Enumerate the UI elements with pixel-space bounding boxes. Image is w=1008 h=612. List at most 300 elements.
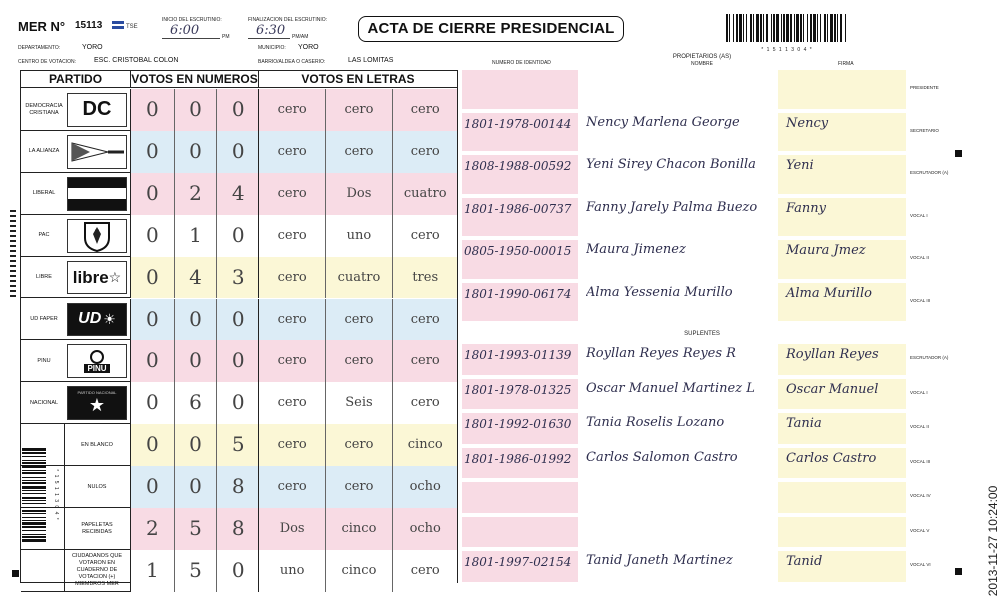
side-barcode-bar — [22, 482, 46, 484]
side-barcode-bar — [22, 500, 46, 501]
member-id-field[interactable] — [462, 448, 578, 479]
votes-word-cells — [258, 424, 457, 466]
vote-word[interactable]: cero — [392, 131, 458, 173]
votes-word-cells — [258, 382, 457, 424]
vote-word[interactable]: Dos — [279, 521, 305, 536]
total-name: PAPELETAS RECIBIDAS — [81, 521, 113, 535]
barcode-bar — [746, 14, 747, 42]
vote-digit[interactable]: 0 — [216, 382, 259, 424]
barcode-bars — [724, 14, 850, 42]
member-signature-field[interactable] — [778, 379, 906, 410]
member-row — [462, 111, 939, 154]
vote-digit[interactable]: 0 — [216, 131, 259, 173]
vote-digit[interactable]: 8 — [216, 508, 259, 550]
vote-digit[interactable]: 0 — [174, 131, 217, 173]
party-row — [21, 89, 457, 131]
vote-digit[interactable]: 0 — [145, 138, 159, 163]
vote-digit[interactable]: 6 — [174, 382, 217, 424]
members-area — [462, 50, 949, 590]
vote-word[interactable]: cinco — [325, 508, 391, 550]
member-name[interactable]: Nency Marlena George — [586, 114, 740, 130]
member-id: 1801-1992-01630 — [464, 417, 572, 431]
vote-word[interactable]: cero — [277, 227, 307, 243]
member-id-field[interactable] — [462, 70, 578, 109]
substitutes-title: SUPLENTES — [684, 331, 720, 337]
barcode-bar — [733, 14, 734, 42]
member-id-field[interactable] — [462, 155, 578, 194]
barcode-bar — [794, 14, 795, 42]
member-signature-field[interactable] — [778, 413, 906, 444]
barcode-bar — [834, 14, 836, 42]
vote-word[interactable]: cero — [277, 437, 307, 453]
vote-word[interactable]: cero — [277, 311, 307, 327]
pinu-logo-text: PINU — [84, 364, 109, 373]
member-signature: Fanny — [786, 200, 826, 216]
center-label: CENTRO DE VOTACION: — [18, 59, 76, 65]
vote-word[interactable]: uno — [279, 562, 305, 578]
side-barcode-bar — [22, 493, 46, 494]
mer-number: 15113 — [75, 20, 103, 31]
member-name[interactable]: Yeni Sirey Chacon Bonilla — [586, 157, 756, 172]
member-name[interactable]: Fanny Jarely Palma Buezo — [586, 199, 758, 215]
party-logo — [67, 93, 127, 127]
votes-number-cells — [130, 215, 258, 257]
votes-table — [20, 70, 458, 588]
nacional-logo-text: PARTIDO NACIONAL — [77, 390, 117, 396]
vote-word[interactable]: cero — [325, 340, 391, 382]
party-name: LA ALIANZA — [28, 148, 60, 155]
member-name[interactable] — [586, 519, 776, 548]
vote-word[interactable]: cero — [325, 89, 391, 131]
department-label: DEPARTAMENTO: — [18, 45, 61, 51]
total-label-separator — [64, 466, 65, 508]
votes-word-cells — [258, 299, 457, 341]
votes-word-cells — [258, 550, 457, 592]
total-label-separator — [64, 424, 65, 466]
barcode-bar — [796, 14, 799, 42]
barcode-bar — [800, 14, 802, 42]
vote-word[interactable]: cero — [277, 479, 307, 495]
party-row — [21, 173, 457, 215]
table-header — [21, 71, 457, 88]
vote-word[interactable]: cero — [325, 299, 391, 341]
vote-digit[interactable]: 0 — [145, 306, 159, 331]
barcode-bar — [810, 14, 812, 42]
member-role: VOCAL VI — [910, 562, 931, 567]
member-role: VOCAL I — [910, 212, 928, 218]
vote-digit[interactable]: 0 — [145, 348, 159, 373]
pinu-logo — [84, 350, 109, 373]
member-row — [462, 196, 928, 239]
member-signature-field[interactable] — [778, 551, 906, 582]
member-signature-field[interactable] — [778, 70, 906, 109]
vote-word[interactable]: cero — [277, 143, 307, 159]
side-barcode-bar — [22, 526, 46, 528]
start-label: INICIO DEL ESCRUTINIO: — [162, 17, 222, 23]
side-barcode-bar — [22, 517, 46, 518]
member-id: 1801-1986-00737 — [464, 201, 572, 216]
vote-word[interactable]: cero — [325, 466, 391, 508]
party-row — [21, 257, 457, 299]
barcode-bar — [726, 14, 728, 42]
vote-word[interactable]: cero — [392, 550, 458, 592]
vote-digit[interactable]: 0 — [216, 299, 259, 341]
electoral-logo — [112, 18, 150, 30]
member-role: PRESIDENTE — [910, 85, 939, 90]
member-id: 1801-1990-06174 — [464, 286, 572, 301]
vote-digit[interactable]: 0 — [216, 340, 259, 382]
member-role: SECRETARIO — [910, 127, 939, 133]
party-name: DEMOCRACIA CRISTIANA — [25, 102, 63, 116]
vote-word[interactable]: cinco — [392, 424, 458, 466]
vote-digit[interactable]: 0 — [174, 89, 217, 131]
vote-word[interactable]: cero — [277, 102, 307, 117]
vote-digit[interactable]: 2 — [174, 173, 217, 215]
start-time: 6:00 — [170, 23, 200, 38]
total-row — [21, 466, 457, 508]
side-barcode-bar — [22, 536, 46, 538]
side-barcode-bar — [22, 510, 46, 512]
votes-word-cells — [258, 131, 457, 173]
vote-word[interactable]: Seis — [325, 382, 391, 424]
member-signature-field[interactable] — [778, 344, 906, 375]
party-row — [21, 340, 457, 382]
side-barcode-bar — [22, 522, 46, 525]
member-id-field[interactable] — [462, 113, 578, 152]
party-logo — [67, 261, 127, 295]
side-barcode-bar — [22, 486, 46, 489]
member-id: 1801-1978-01325 — [464, 382, 572, 397]
vote-word[interactable]: uno — [325, 215, 391, 257]
party-logo — [67, 219, 127, 253]
member-id-field[interactable] — [462, 240, 578, 279]
libre-logo-text: libre — [72, 267, 109, 287]
vote-digit[interactable]: 8 — [216, 466, 259, 508]
mer-label: MER N° — [18, 19, 66, 34]
member-id-field[interactable] — [462, 379, 578, 410]
form-title: ACTA DE CIERRE PRESIDENCIAL — [367, 20, 615, 37]
party-logo — [67, 344, 127, 378]
pinu-emblem-icon — [90, 350, 104, 364]
nacional-logo — [78, 390, 117, 416]
vote-word[interactable]: cuatro — [392, 173, 458, 215]
member-id: 1801-1986-01992 — [464, 451, 572, 466]
vote-digit[interactable]: 4 — [174, 257, 217, 299]
member-id: 1801-1993-01139 — [464, 348, 572, 362]
department-value: YORO — [82, 44, 103, 51]
vote-word[interactable]: ocho — [392, 466, 458, 508]
party-logo — [67, 135, 127, 169]
side-barcode-bar — [22, 530, 46, 531]
barcode-bar — [781, 14, 782, 42]
votes-number-cells — [130, 550, 258, 592]
col-party-header: PARTIDO — [48, 72, 103, 86]
member-name[interactable]: Tania Roselis Lozano — [586, 415, 725, 430]
member-signature: Maura Jmez — [786, 243, 866, 258]
side-barcode-bar — [22, 462, 46, 464]
vote-word[interactable]: cero — [392, 215, 458, 257]
barcode-bar — [766, 14, 768, 42]
end-ampm: PM/AM — [292, 34, 309, 40]
side-barcode-number — [50, 446, 60, 546]
party-name: LIBERAL — [32, 190, 56, 197]
barcode-bar — [773, 14, 775, 42]
vote-word[interactable]: cero — [277, 395, 307, 411]
side-barcode-bar — [22, 497, 46, 499]
member-id-field[interactable] — [462, 551, 578, 582]
member-row — [462, 515, 930, 550]
vote-digit[interactable]: 1 — [145, 557, 159, 582]
member-name[interactable]: Maura Jimenez — [586, 242, 686, 257]
form-title-box — [358, 16, 624, 42]
member-id: 0805-1950-00015 — [464, 244, 572, 258]
member-name[interactable]: Royllan Reyes Reyes R — [586, 346, 736, 361]
member-row — [462, 446, 931, 481]
votes-number-cells — [130, 299, 258, 341]
barcode-bar — [845, 14, 846, 42]
side-barcode-bar — [22, 503, 46, 504]
vote-digit[interactable]: 0 — [216, 89, 259, 131]
vote-digit[interactable]: 0 — [174, 299, 217, 341]
votes-number-cells — [130, 382, 258, 424]
barcode-bar — [837, 14, 838, 42]
party-row — [21, 215, 457, 257]
barcode-bar — [771, 14, 772, 42]
member-signature-field[interactable] — [778, 113, 906, 152]
votes-word-cells — [258, 215, 457, 257]
member-row — [462, 411, 929, 446]
barcode-bar — [756, 14, 759, 42]
member-id-field[interactable] — [462, 413, 578, 444]
side-barcode-bar — [22, 534, 46, 535]
star-icon: ☆ — [108, 269, 122, 286]
party-name: UD FAPER — [30, 315, 58, 322]
member-signature: Tania — [786, 416, 822, 431]
barcode-bar — [760, 14, 762, 42]
votes-word-cells — [258, 89, 457, 131]
member-id-field[interactable] — [462, 344, 578, 375]
member-signature-field[interactable] — [778, 198, 906, 237]
member-row — [462, 377, 928, 412]
vote-word[interactable]: cero — [277, 185, 307, 201]
votes-number-cells — [130, 257, 258, 299]
side-barcode-bar — [22, 460, 46, 461]
municipality-label: MUNICIPIO: — [258, 45, 286, 51]
member-row — [462, 480, 931, 515]
vote-word[interactable]: cero — [392, 382, 458, 424]
votes-word-cells — [258, 508, 457, 550]
member-signature: Oscar Manuel — [786, 381, 879, 397]
barcode-bar — [807, 14, 808, 42]
party-name: LIBRE — [36, 274, 52, 281]
side-barcode-bar — [22, 513, 46, 514]
votes-number-cells — [130, 466, 258, 508]
end-time-box — [248, 25, 290, 39]
vote-word[interactable]: cero — [325, 424, 391, 466]
votes-number-cells — [130, 89, 258, 131]
side-barcode-bar — [22, 470, 46, 471]
start-ampm: PM — [222, 34, 230, 40]
barcode-bar — [830, 14, 833, 42]
vote-digit[interactable]: 0 — [174, 340, 217, 382]
barcode-bar — [736, 14, 738, 42]
member-id-field[interactable] — [462, 482, 578, 513]
start-time-box — [162, 25, 220, 39]
member-name[interactable] — [586, 72, 776, 109]
member-id: 1801-1978-00144 — [464, 116, 572, 131]
vote-digit[interactable]: 5 — [174, 550, 217, 592]
member-id: 1801-1997-02154 — [464, 555, 572, 569]
votes-word-cells — [258, 466, 457, 508]
svg-text:TSE: TSE — [126, 24, 138, 30]
barcode-bar — [840, 14, 842, 42]
member-signature-field[interactable] — [778, 283, 906, 322]
votes-number-cells — [130, 340, 258, 382]
votes-number-cells — [130, 173, 258, 215]
member-row — [462, 153, 949, 196]
col-letters-header: VOTOS EN LETRAS — [258, 71, 457, 88]
votes-word-cells — [258, 173, 457, 215]
member-role: VOCAL I — [910, 389, 928, 395]
star-icon: ★ — [88, 395, 106, 416]
member-row — [462, 549, 931, 584]
party-name: PINU — [37, 357, 51, 364]
party-name: PAC — [38, 232, 50, 239]
vote-digit[interactable]: 1 — [174, 215, 217, 257]
vote-word[interactable]: cuatro — [325, 257, 391, 299]
ud-logo-text: UD — [78, 310, 102, 328]
barcode-bar — [820, 14, 821, 42]
vote-word[interactable]: tres — [392, 257, 458, 299]
col-id-header: NUMERO DE IDENTIDAD — [492, 60, 551, 66]
vote-digit[interactable]: 0 — [145, 432, 159, 457]
member-signature-field[interactable] — [778, 448, 906, 479]
member-role: VOCAL III — [910, 297, 931, 303]
member-signature-field[interactable] — [778, 482, 906, 513]
barcode-bar — [803, 14, 804, 42]
party-name: NACIONAL — [29, 399, 59, 406]
member-signature: Carlos Castro — [786, 450, 877, 466]
member-signature-field[interactable] — [778, 155, 906, 194]
side-barcode-bars — [22, 446, 46, 546]
vote-digit[interactable]: 0 — [174, 424, 217, 466]
member-role: VOCAL II — [910, 424, 929, 429]
total-label-separator — [64, 550, 65, 592]
member-id: 1808-1988-00592 — [464, 159, 572, 173]
vote-digit[interactable]: 0 — [145, 180, 159, 205]
barcode-bar — [817, 14, 818, 42]
side-barcode-bar — [22, 539, 46, 542]
vote-word[interactable]: Dos — [325, 173, 391, 215]
pac-shield-icon — [82, 220, 112, 252]
barcode-bar — [783, 14, 785, 42]
party-logo — [67, 303, 127, 337]
member-signature: Royllan Reyes — [786, 347, 879, 362]
votes-word-cells — [258, 257, 457, 299]
member-name[interactable]: Oscar Manuel Martinez L — [586, 380, 755, 396]
total-name: NULOS — [87, 483, 107, 490]
barcode-bar — [827, 14, 828, 42]
total-row — [21, 550, 457, 592]
vote-digit[interactable]: 0 — [145, 390, 159, 415]
scan-timestamp-wrap — [982, 480, 1002, 606]
member-row — [462, 238, 929, 281]
vote-digit[interactable]: 4 — [216, 173, 259, 215]
side-barcode-bar — [22, 456, 46, 457]
member-signature-field[interactable] — [778, 517, 906, 548]
member-name[interactable]: Alma Yessenia Murillo — [586, 284, 733, 300]
vote-word[interactable]: cero — [325, 131, 391, 173]
vote-digit[interactable]: 0 — [145, 222, 159, 247]
member-signature-field[interactable] — [778, 240, 906, 279]
municipality-value: YORO — [298, 44, 319, 51]
vote-word[interactable]: cero — [277, 269, 307, 285]
member-role: VOCAL V — [910, 527, 930, 533]
member-signature: Alma Murillo — [786, 285, 872, 301]
member-id-field[interactable] — [462, 283, 578, 322]
total-name: EN BLANCO — [81, 441, 113, 448]
barcode-bar — [729, 14, 730, 42]
party-row — [21, 131, 457, 173]
col-numbers-header: VOTOS EN NUMEROS — [131, 72, 258, 86]
vote-digit[interactable]: 0 — [145, 474, 159, 499]
vote-digit[interactable]: 5 — [174, 508, 217, 550]
barcode-bar — [776, 14, 779, 42]
vote-word[interactable]: ocho — [392, 508, 458, 550]
member-role: VOCAL IV — [910, 493, 931, 498]
vote-word[interactable]: cero — [392, 89, 458, 131]
vote-word[interactable]: cinco — [325, 550, 391, 592]
side-barcode-bar — [22, 472, 46, 474]
vote-digit[interactable]: 0 — [174, 466, 217, 508]
barcode-bar — [786, 14, 789, 42]
barcode-bar — [743, 14, 744, 42]
side-barcode-bar — [22, 477, 46, 478]
member-name[interactable] — [586, 484, 776, 513]
vote-word[interactable]: cero — [277, 353, 307, 369]
member-name[interactable]: Tanid Janeth Martinez — [586, 553, 733, 568]
vote-digit[interactable]: 0 — [216, 215, 259, 257]
vote-digit[interactable]: 5 — [216, 424, 259, 466]
vote-word[interactable]: cero — [392, 299, 458, 341]
side-barcode-bar — [22, 448, 46, 451]
member-role: VOCAL II — [910, 255, 929, 260]
member-name[interactable]: Carlos Salomon Castro — [586, 449, 738, 465]
vote-digit[interactable]: 2 — [145, 516, 159, 540]
total-row — [21, 508, 457, 550]
barcode-bar — [813, 14, 816, 42]
alianza-flag-icon — [68, 137, 126, 167]
registration-mark-right-top — [955, 150, 962, 157]
barcode — [724, 14, 850, 53]
barcode-bar — [790, 14, 792, 42]
vote-digit[interactable]: 0 — [216, 550, 259, 592]
vote-digit[interactable]: 0 — [145, 264, 159, 289]
vote-digit[interactable]: 3 — [216, 257, 259, 299]
end-time: 6:30 — [256, 23, 286, 38]
vote-digit[interactable]: 0 — [145, 97, 159, 121]
end-label: FINALIZACION DEL ESCRUTINIO: — [248, 17, 327, 23]
member-id-field[interactable] — [462, 517, 578, 548]
flag-logo-icon — [112, 19, 150, 31]
member-role: ESCRUTADOR (A) — [910, 170, 949, 175]
barcode-bar — [750, 14, 752, 42]
side-barcode-bar — [22, 480, 46, 481]
votes-number-cells — [130, 424, 258, 466]
vote-word[interactable]: cero — [392, 340, 458, 382]
member-id-field[interactable] — [462, 198, 578, 237]
votes-word-cells — [258, 340, 457, 382]
